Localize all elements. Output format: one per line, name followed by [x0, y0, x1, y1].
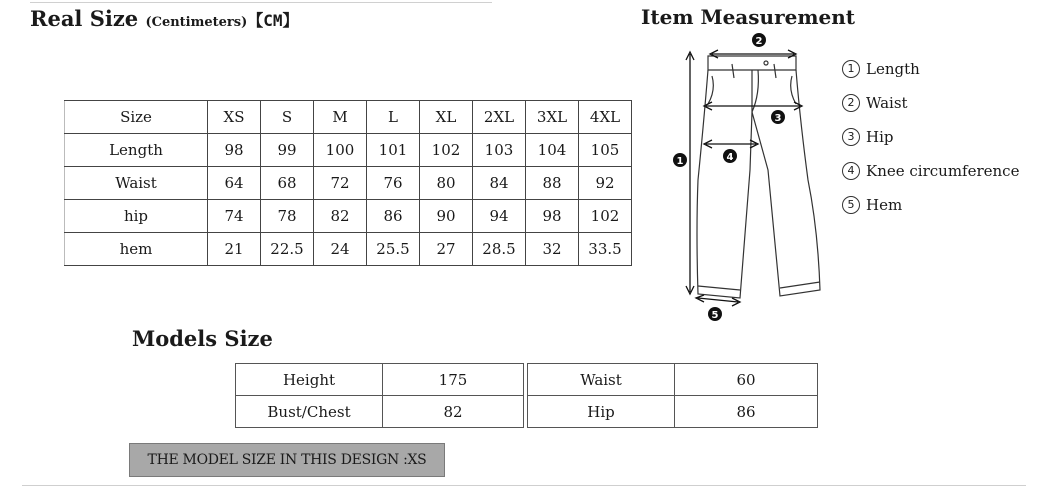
- table-row: [65, 233, 632, 266]
- measurement-legend: [842, 52, 1019, 222]
- pants-outline: [697, 56, 820, 298]
- table-cell: 88: [526, 167, 579, 200]
- title-subtitle: (Centimeters): [145, 15, 248, 30]
- table-cell: 105: [579, 134, 632, 167]
- table-row: [236, 364, 524, 396]
- model-measurements-table-right: [527, 363, 818, 428]
- size-column-header: S: [261, 101, 314, 134]
- legend-item: [842, 120, 1019, 154]
- waist-measure-line: [710, 50, 796, 58]
- table-row: [65, 200, 632, 233]
- table-row: [528, 396, 818, 428]
- table-header-label: Size: [65, 101, 208, 134]
- title-divider: [30, 2, 492, 3]
- legend-number: 4: [842, 162, 860, 180]
- table-cell: 103: [473, 134, 526, 167]
- table-cell: 32: [526, 233, 579, 266]
- title-main-text: Real Size: [30, 6, 139, 31]
- table-cell: 86: [367, 200, 420, 233]
- legend-label: Waist: [866, 94, 908, 112]
- legend-number: 1: [842, 60, 860, 78]
- size-column-header: 2XL: [473, 101, 526, 134]
- models-size-title: Models Size: [132, 326, 273, 351]
- table-cell: 104: [526, 134, 579, 167]
- table-cell: 102: [579, 200, 632, 233]
- table-cell: 78: [261, 200, 314, 233]
- table-cell: 72: [314, 167, 367, 200]
- model-key: Height: [236, 364, 383, 396]
- legend-item: [842, 52, 1019, 86]
- table-cell: 25.5: [367, 233, 420, 266]
- table-cell: 82: [314, 200, 367, 233]
- model-value: 60: [675, 364, 818, 396]
- row-label: Length: [65, 134, 208, 167]
- legend-item: [842, 86, 1019, 120]
- legend-item: [842, 154, 1019, 188]
- marker-1: [673, 153, 687, 167]
- size-column-header: XL: [420, 101, 473, 134]
- table-cell: 90: [420, 200, 473, 233]
- table-row: [528, 364, 818, 396]
- table-row: [65, 167, 632, 200]
- size-column-header: XS: [208, 101, 261, 134]
- table-cell: 27: [420, 233, 473, 266]
- svg-text:5: 5: [711, 310, 719, 321]
- table-cell: 76: [367, 167, 420, 200]
- marker-3: [771, 110, 785, 124]
- table-cell: 28.5: [473, 233, 526, 266]
- pants-diagram: [668, 30, 838, 328]
- svg-text:4: 4: [726, 152, 734, 163]
- table-cell: 33.5: [579, 233, 632, 266]
- knee-measure-line: [704, 140, 758, 148]
- model-value: 82: [383, 396, 524, 428]
- model-key: Bust/Chest: [236, 396, 383, 428]
- legend-number: 5: [842, 196, 860, 214]
- table-cell: 24: [314, 233, 367, 266]
- page-title: [30, 6, 299, 31]
- size-column-header: 4XL: [579, 101, 632, 134]
- legend-item: [842, 188, 1019, 222]
- row-label: hem: [65, 233, 208, 266]
- legend-label: Hem: [866, 196, 903, 214]
- svg-text:2: 2: [755, 36, 763, 47]
- legend-label: Hip: [866, 128, 894, 146]
- table-row: [65, 134, 632, 167]
- table-cell: 98: [526, 200, 579, 233]
- model-value: 175: [383, 364, 524, 396]
- svg-text:1: 1: [676, 156, 684, 167]
- item-measurement-title: Item Measurement: [641, 5, 855, 29]
- table-cell: 99: [261, 134, 314, 167]
- size-chart-table: [64, 100, 632, 266]
- marker-2: [752, 33, 766, 47]
- size-column-header: M: [314, 101, 367, 134]
- row-label: Waist: [65, 167, 208, 200]
- size-column-header: 3XL: [526, 101, 579, 134]
- table-cell: 102: [420, 134, 473, 167]
- length-measure-line: [686, 52, 694, 294]
- table-cell: 74: [208, 200, 261, 233]
- table-cell: 68: [261, 167, 314, 200]
- legend-number: 3: [842, 128, 860, 146]
- row-label: hip: [65, 200, 208, 233]
- table-cell: 94: [473, 200, 526, 233]
- legend-label: Length: [866, 60, 920, 78]
- table-cell: 64: [208, 167, 261, 200]
- title-unit: 【CM】: [247, 11, 299, 30]
- table-row: [236, 396, 524, 428]
- marker-4: [723, 149, 737, 163]
- table-header-row: [65, 101, 632, 134]
- legend-label: Knee circumference: [866, 162, 1020, 180]
- marker-5: [708, 307, 722, 321]
- hem-measure-line: [696, 295, 740, 306]
- model-value: 86: [675, 396, 818, 428]
- table-cell: 92: [579, 167, 632, 200]
- model-key: Waist: [528, 364, 675, 396]
- bottom-divider: [22, 485, 1026, 486]
- model-measurements-table-left: [235, 363, 524, 428]
- size-column-header: L: [367, 101, 420, 134]
- model-key: Hip: [528, 396, 675, 428]
- table-cell: 21: [208, 233, 261, 266]
- table-cell: 100: [314, 134, 367, 167]
- model-size-banner: THE MODEL SIZE IN THIS DESIGN :XS: [129, 443, 445, 477]
- table-cell: 80: [420, 167, 473, 200]
- table-cell: 84: [473, 167, 526, 200]
- svg-text:3: 3: [774, 113, 782, 124]
- table-cell: 98: [208, 134, 261, 167]
- legend-number: 2: [842, 94, 860, 112]
- table-cell: 22.5: [261, 233, 314, 266]
- table-cell: 101: [367, 134, 420, 167]
